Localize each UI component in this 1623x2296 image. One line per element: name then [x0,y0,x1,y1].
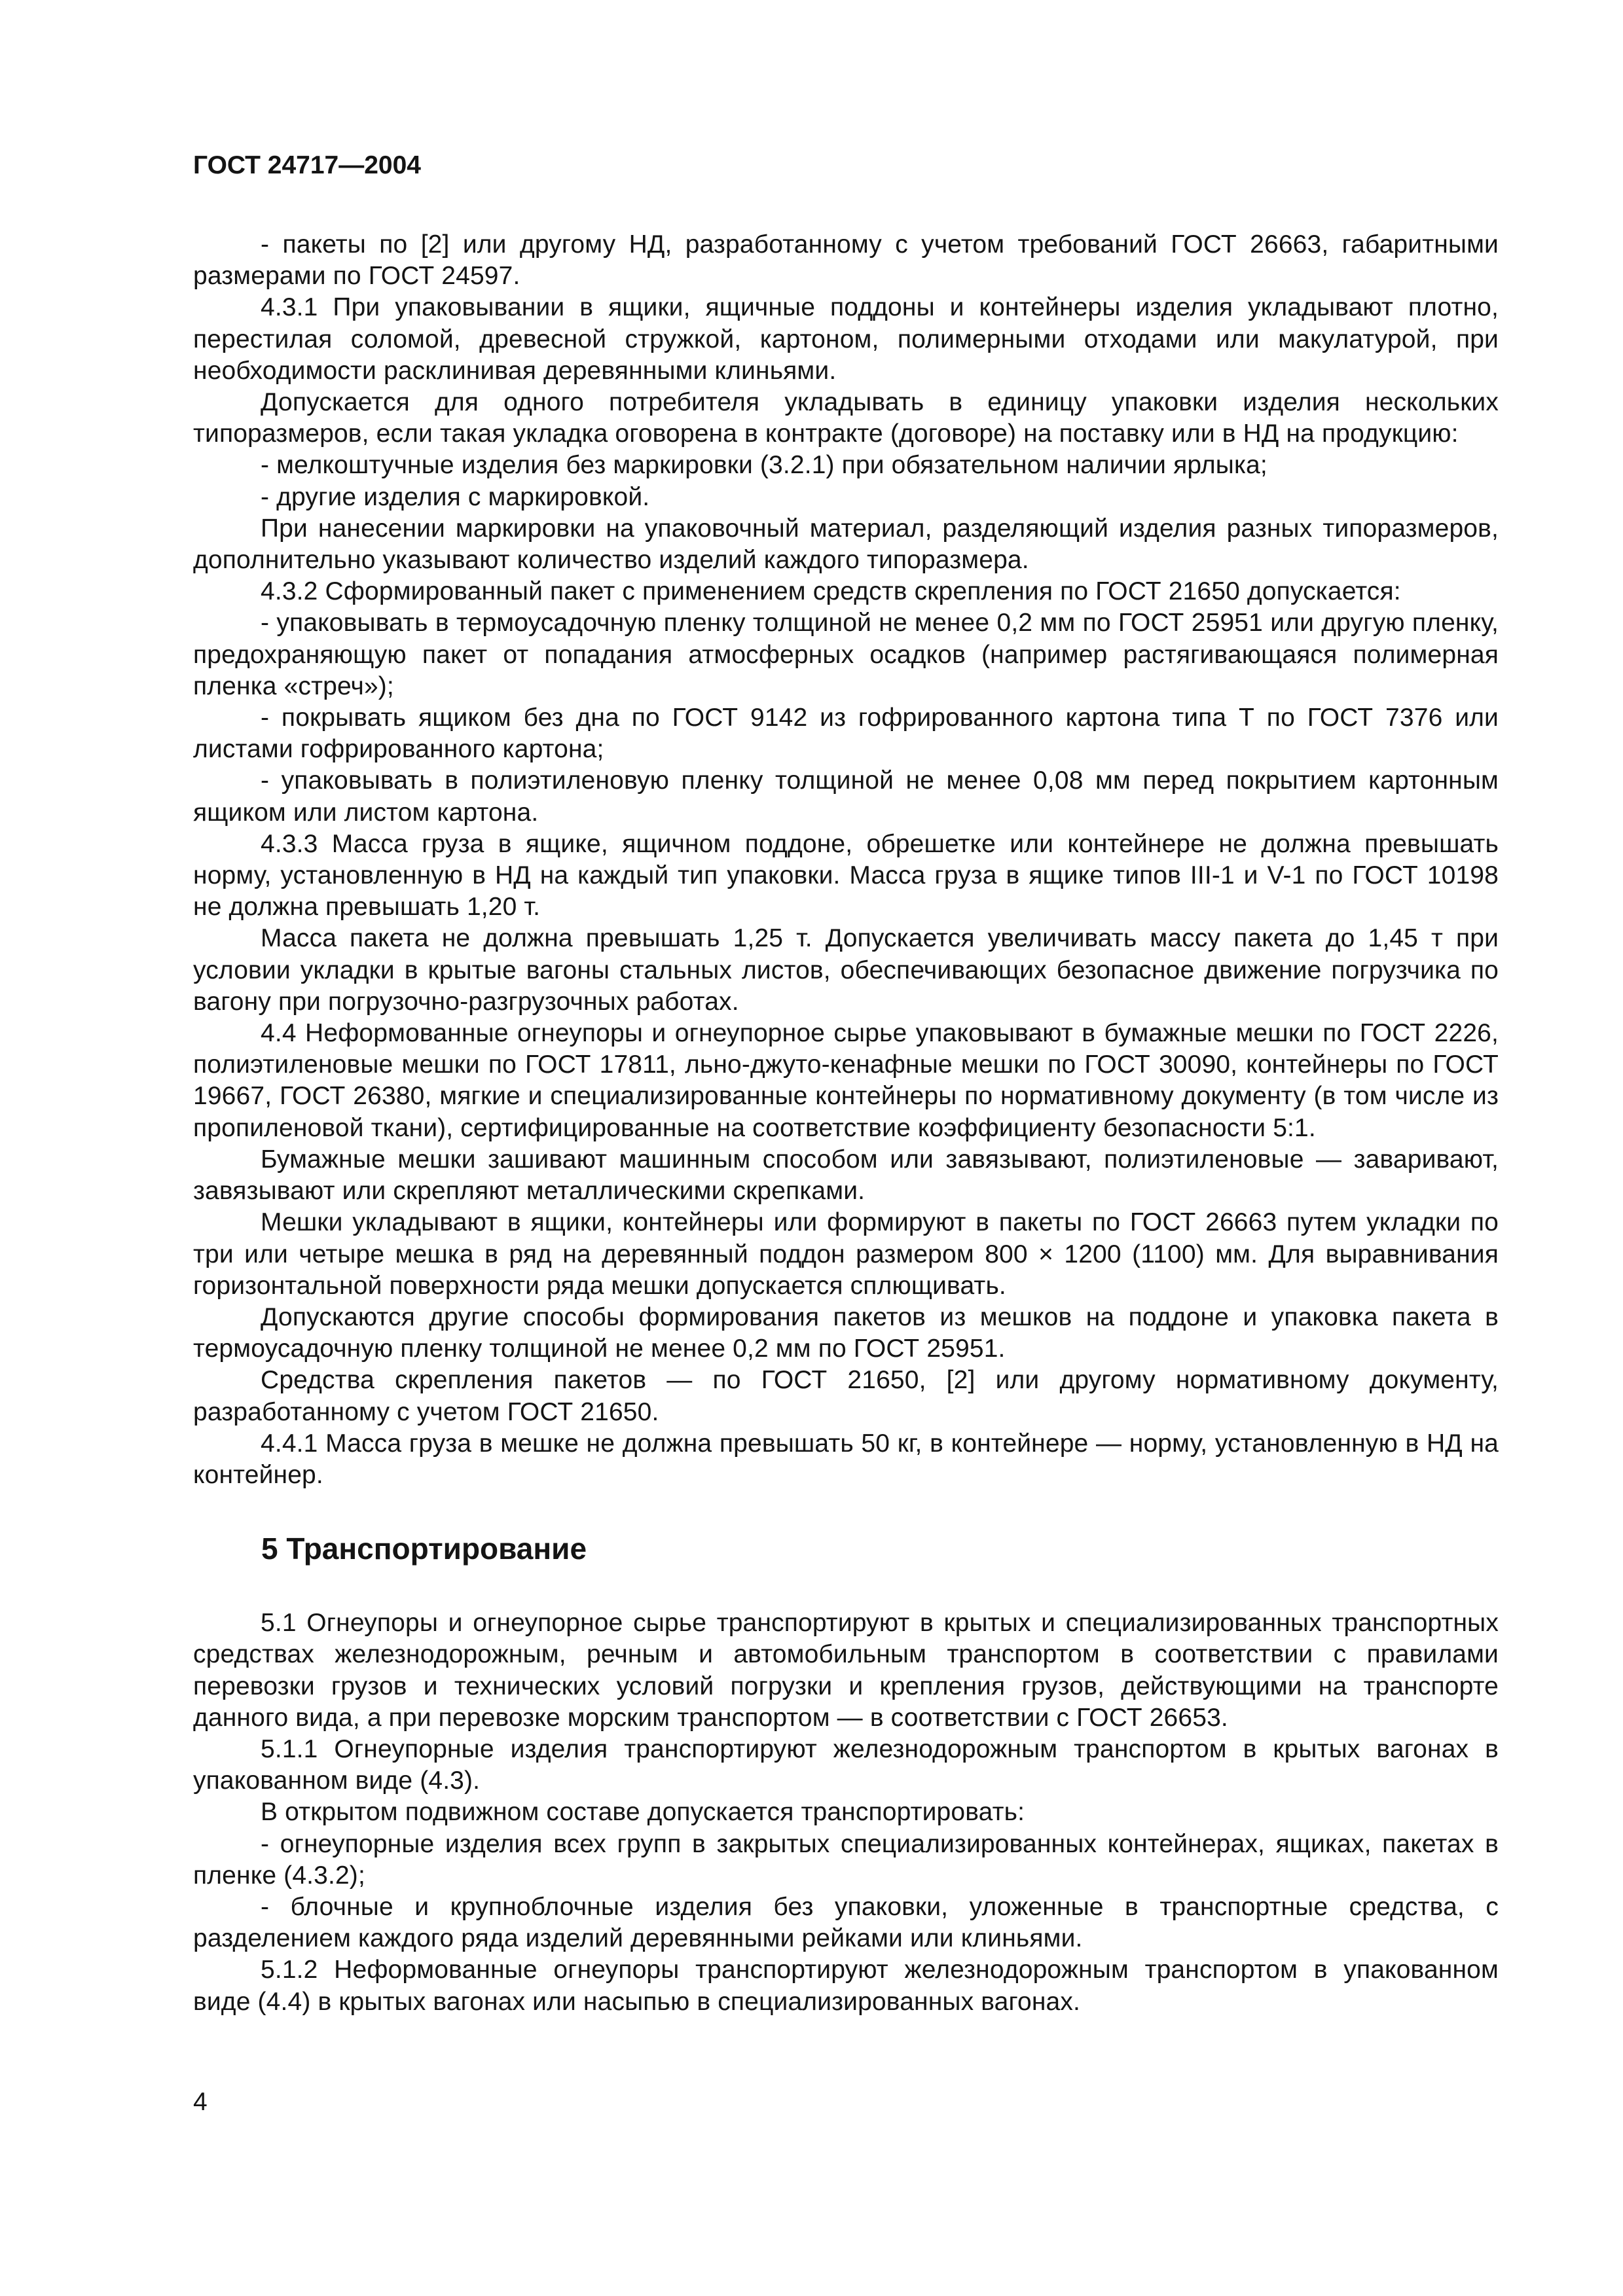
paragraph: - упаковывать в термоусадочную пленку толщиной не менее 0,2 мм по ГОСТ 25951 или другую пленку, предохраняющую пакет от попадания атмосферных осадков (например растягивающаяся полимерная пленка «стреч»); [193,609,1499,700]
paragraph: - упаковывать в полиэтиленовую пленку толщиной не менее 0,08 мм перед покрытием картонным ящиком или листом картона. [193,766,1499,827]
paragraph: Мешки укладывают в ящики, контейнеры или формируют в пакеты по ГОСТ 26663 путем укладки по три или четыре мешка в ряд на деревянный поддон размером 800 × 1200 (1100) мм. Для выравнивания горизонтальной поверхности ряда мешки допускается сплющивать. [193,1208,1499,1300]
paragraph: - мелкоштучные изделия без маркировки (3.2.1) при обязательном наличии ярлыка; [261,451,1267,480]
paragraph: 4.3.3 Масса груза в ящике, ящичном поддоне, обрешетке или контейнере не должна превышать норму, установленную в НД на каждый тип упаковки. Масса груза в ящике типов III-1 и V-1 по ГОСТ 10198 не должна превышать 1,20 т. [193,829,1499,922]
paragraph: - покрывать ящиком без дна по ГОСТ 9142 из гофрированного картона типа Т по ГОСТ 7376 или листами гофрированного картона; [193,704,1499,764]
paragraph: Допускаются другие способы формирования пакетов из мешков на поддоне и упаковка пакета в термоусадочную пленку толщиной не менее 0,2 мм по ГОСТ 25951. [193,1302,1499,1363]
paragraph: 5.1.2 Неформованные огнеупоры транспортируют железнодорожным транспортом в упакованном виде (4.4) в крытых вагонах или насыпью в специализированных вагонах. [193,1956,1499,2016]
paragraph: 5.1 Огнеупоры и огнеупорное сырье транспортируют в крытых и специализированных транспортных средствах железнодорожным, речным и автомобильным транспортом в соответствии с правилами перевозки грузов и технических условий погрузки и крепления грузов, действующими на транспорте данного вида, а при перевозке морским транспортом — в соответствии с ГОСТ 26653. [193,1609,1499,1732]
paragraph: 4.4.1 Масса груза в мешке не должна превышать 50 кг, в контейнере — норму, установленную в НД на контейнер. [193,1429,1499,1489]
section-heading: 5 Транспортирование [261,1532,587,1566]
paragraph: 4.3.2 Сформированный пакет с применением средств скрепления по ГОСТ 21650 допускается: [261,577,1401,606]
paragraph: Масса пакета не должна превышать 1,25 т. Допускается увеличивать массу пакета до 1,45 т при условии укладки в крытые вагоны стальных листов, обеспечивающих безопасное движение погрузчика по вагону при погрузочно-разгрузочных работах. [193,924,1499,1016]
page-number: 4 [193,2088,208,2116]
paragraph: Допускается для одного потребителя укладывать в единицу упаковки изделия нескольких типоразмеров, если такая укладка оговорена в контракте (договоре) на поставку или в НД на продукцию: [193,388,1499,448]
paragraph: 4.3.1 При упаковывании в ящики, ящичные поддоны и контейнеры изделия укладывают плотно, перестилая соломой, древесной стружкой, картоном, полимерными отходами или макулатурой, при необходимости расклинивая деревянными клиньями. [193,293,1499,385]
paragraph: 5.1.1 Огнеупорные изделия транспортируют железнодорожным транспортом в крытых вагонах в упакованном виде (4.3). [193,1734,1499,1795]
document-header: ГОСТ 24717—2004 [193,151,421,179]
paragraph: Бумажные мешки зашивают машинным способом или завязывают, полиэтиленовые — заваривают, завязывают или скрепляют металлическими скрепками. [193,1145,1499,1206]
paragraph: 4.4 Неформованные огнеупоры и огнеупорное сырье упаковывают в бумажные мешки по ГОСТ 2226, полиэтиленовые мешки по ГОСТ 17811, льно-джуто-кенафные мешки по ГОСТ 30090, контейнеры по ГОСТ 19667, ГОСТ 26380, мягкие и специализированные контейнеры по нормативному документу (в том числе из пропиленовой ткани), сертифицированные на соответствие коэффициенту безопасности 5:1. [193,1019,1499,1142]
paragraph: - блочные и крупноблочные изделия без упаковки, уложенные в транспортные средства, с разделением каждого ряда изделий деревянными рейками или клиньями. [193,1892,1499,1953]
paragraph: В открытом подвижном составе допускается транспортировать: [261,1798,1025,1827]
paragraph: - пакеты по [2] или другому НД, разработанному с учетом требований ГОСТ 26663, габаритными размерами по ГОСТ 24597. [193,230,1499,291]
document-page [193,149,1499,2018]
paragraph: При нанесении маркировки на упаковочный материал, разделяющий изделия разных типоразмеров, дополнительно указывают количество изделий каждого типоразмера. [193,514,1499,575]
paragraph: - огнеупорные изделия всех групп в закрытых специализированных контейнерах, ящиках, пакетах в пленке (4.3.2); [193,1829,1499,1890]
paragraph: Средства скрепления пакетов — по ГОСТ 21650, [2] или другому нормативному документу, разработанному с учетом ГОСТ 21650. [193,1366,1499,1426]
paragraph: - другие изделия с маркировкой. [261,482,650,511]
